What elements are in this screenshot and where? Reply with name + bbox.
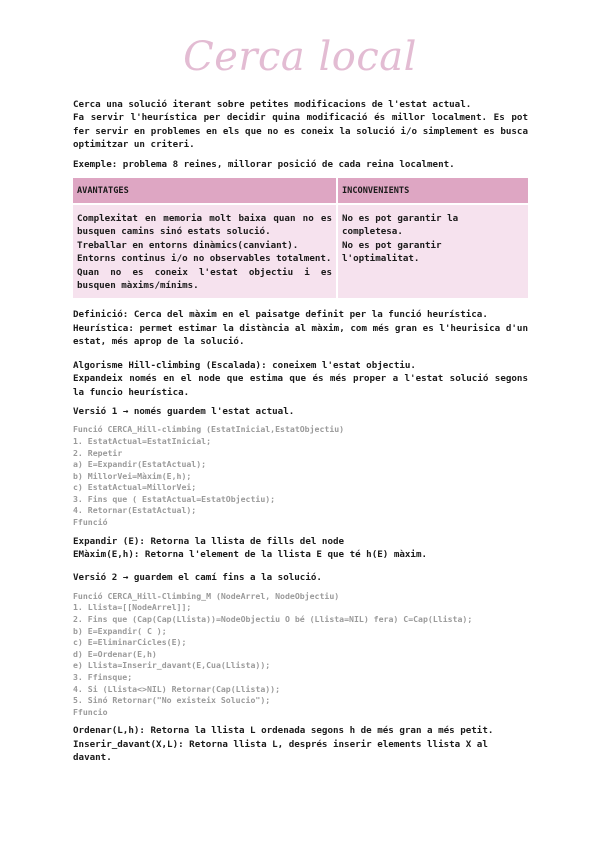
code-line: 1. Llista=[[NodeArrel]]; — [73, 602, 192, 613]
intro-line-1: Cerca una solució iterant sobre petites modificacions de l'estat actual. — [73, 99, 472, 110]
code-line: 1. EstatActual=EstatInicial; — [73, 435, 212, 446]
advantage-item: Treballar en entorns dinàmics(canviant). — [77, 239, 299, 251]
version2-note: Inserir_davant(X,L): Retorna llista L, després inserir elements llista X al davant. — [73, 738, 488, 764]
example-text: Exemple: problema 8 reines, millorar posició de cada reina localment. — [73, 158, 455, 170]
code-line: 4. Retornar(EstatActual); — [73, 505, 197, 516]
document-content — [73, 98, 528, 765]
code-line: b) E=Expandir( C ); — [73, 625, 167, 636]
advantage-item: Quan no es coneix l'estat objectiu i es busquen màxims/mínims. — [77, 266, 332, 292]
code-line: a) E=Expandir(EstatActual); — [73, 459, 207, 470]
code-line: Funció CERCA_Hill-Climbing_M (NodeArrel, NodeObjectiu) — [73, 590, 340, 601]
version2-note: Ordenar(L,h): Retorna la llista L ordenada segons h de més gran a més petit. — [73, 725, 494, 737]
code-line: 4. Si (Llista<>NIL) Retornar(Cap(Llista)); — [73, 683, 281, 694]
intro-line-2: Fa servir l'heurística per decidir quina modificació és millor localment. Es pot fer servir en problemes en els que no es coneix la solució i/o simplement es busca optimitzar un criteri. — [73, 112, 528, 151]
algorithm-line-1: Algorisme Hill-climbing (Escalada): coneixem l'estat objectiu. — [73, 359, 416, 371]
code-line: 3. Ffinsque; — [73, 672, 133, 683]
code-line: e) Llista=Inserir_davant(E,Cua(Llista)); — [73, 660, 271, 671]
code-line: Ffunció — [73, 517, 108, 528]
code-line: 5. Sinó Retornar("No existeix Solucio"); — [73, 695, 271, 706]
code-line: Funció CERCA_Hill-climbing (EstatInicial,EstatObjectiu) — [73, 424, 345, 435]
advantage-item: Complexitat en memoria molt baixa quan no es busquen camins sinó estats solució. — [77, 213, 332, 238]
code-line: c) EstatActual=MillorVei; — [73, 482, 197, 493]
disadvantage-item: No es pot garantir l'optimalitat. — [342, 239, 442, 265]
code-line: 2. Fins que (Cap(Cap(Llista))=NodeObjectiu O bé (Llista=NIL) fera) C=Cap(Llista); — [73, 614, 473, 625]
heuristic-text: Heurística: permet estimar la distància al màxim, com més gran es l'heurisica d'un estat, més aprop de la solució. — [73, 322, 528, 348]
version1-note: EMàxim(E,h): Retorna l'element de la llista E que té h(E) màxim. — [73, 549, 428, 561]
advantages-cell — [73, 204, 337, 298]
pros-cons-table — [73, 178, 528, 298]
version1-code-block — [73, 424, 528, 528]
version2-heading: Versió 2 → guardem el camí fins a la solució. — [73, 572, 322, 584]
table-header-disadvantages: INCONVENIENTS — [337, 178, 528, 204]
code-line: c) E=EliminarCicles(E); — [73, 637, 187, 648]
version1-note: Expandir (E): Retorna la llista de fills del node — [73, 535, 345, 547]
code-line: b) MillorVei=Màxim(E,h); — [73, 470, 192, 481]
code-line: Ffuncio — [73, 706, 108, 717]
code-line: d) E=Ordenar(E,h) — [73, 648, 157, 659]
code-line: 3. Fins que ( EstatActual=EstatObjectiu); — [73, 493, 276, 504]
definition-text: Definició: Cerca del màxim en el paisatge definit per la funció heurística. — [73, 309, 488, 321]
disadvantages-cell — [337, 204, 528, 298]
code-line: 2. Repetir — [73, 447, 123, 458]
table-header-advantages: AVANTATGES — [73, 178, 337, 204]
advantage-item: Entorns continus i/o no observables totalment. — [77, 253, 332, 265]
page-title: Cerca local — [183, 34, 417, 80]
disadvantage-item: No es pot garantir la completesa. — [342, 213, 459, 238]
version2-code-block — [73, 591, 528, 719]
algorithm-line-2: Expandeix només en el node que estima que és més proper a l'estat solució segons la funcio heurística. — [73, 373, 528, 398]
version1-heading: Versió 1 → només guardem l'estat actual. — [73, 405, 295, 417]
